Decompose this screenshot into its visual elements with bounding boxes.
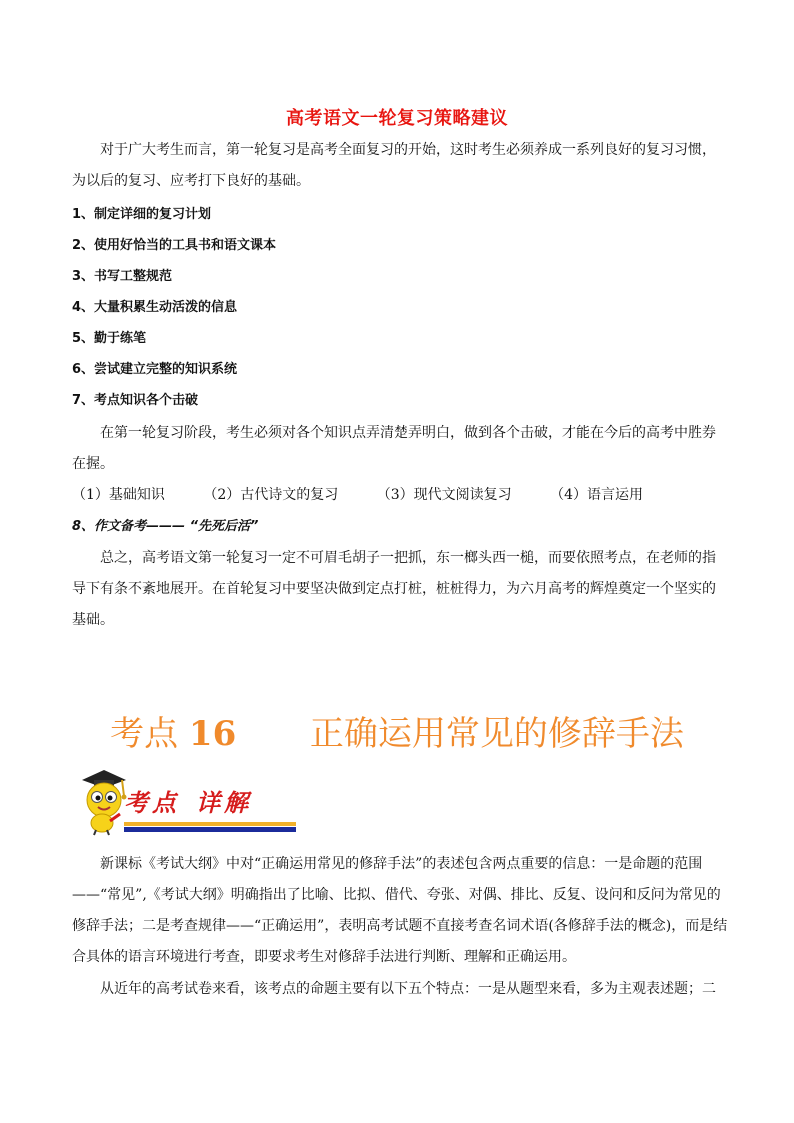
section-paragraph-2: 从近年的高考试卷来看，该考点的命题主要有以下五个特点：一是从题型来看，多为主观表述题；二 <box>100 981 716 997</box>
heading-2: 2、使用好恰当的工具书和语文课本 <box>72 238 277 253</box>
heading-6: 6、尝试建立完整的知识系统 <box>72 362 238 377</box>
heading-4: 4、大量积累生动活泼的信息 <box>72 300 238 315</box>
document-title: 高考语文一轮复习策略建议 <box>286 108 508 129</box>
heading-1: 1、制定详细的复习计划 <box>72 207 212 222</box>
review-item: （2）古代诗文的复习 <box>203 487 339 503</box>
review-items <box>72 485 677 505</box>
section-banner <box>124 783 252 818</box>
section-number: 16 <box>188 714 237 754</box>
heading-8: 8、作文备考——— “先死后活” <box>72 519 259 534</box>
banner-underline-blue <box>124 827 296 832</box>
conclusion-paragraph: 总之，高考语文第一轮复习一定不可眉毛胡子一把抓，东一榔头西一槌，而要依照考点，在老师的指导下有条不紊地展开。在首轮复习中要坚决做到定点打桩，桩桩得力，为六月高考的辉煌奠定一个坚实的基础。 <box>72 550 716 628</box>
section-title <box>0 712 794 756</box>
banner-word: 详解 <box>196 788 252 817</box>
section-paragraph-1: 新课标《考试大纲》中对“正确运用常见的修辞手法”的表述包含两点重要的信息：一是命题的范围——“常见”,《考试大纲》明确指出了比喻、比拟、借代、夸张、对偶、排比、反复、设问和反问为常见的修辞手法；二是考查规律——“正确运用”，表明高考试题不直接考查名词术语(各修辞手法的概念)，而是结合具体的语言环境进行考查，即要求考生对修辞手法进行判断、理解和正确运用。 <box>72 856 728 965</box>
paragraph-7: 在第一轮复习阶段，考生必须对各个知识点弄清楚弄明白，做到各个击破，才能在今后的高考中胜券在握。 <box>72 425 716 472</box>
section-label: 考点 <box>110 714 179 754</box>
banner-word: 考点 <box>124 788 180 817</box>
banner-underline-yellow <box>124 822 296 826</box>
review-item: （4）语言运用 <box>550 487 644 503</box>
review-item: （1）基础知识 <box>72 487 165 503</box>
heading-5: 5、勤于练笔 <box>72 331 147 346</box>
heading-7: 7、考点知识各个击破 <box>72 393 199 408</box>
section-name: 正确运用常见的修辞手法 <box>309 714 684 754</box>
heading-3: 3、书写工整规范 <box>72 269 173 284</box>
intro-paragraph: 对于广大考生而言，第一轮复习是高考全面复习的开始，这时考生必须养成一系列良好的复习习惯，为以后的复习、应考打下良好的基础。 <box>72 142 716 189</box>
review-item: （3）现代文阅读复习 <box>376 487 512 503</box>
